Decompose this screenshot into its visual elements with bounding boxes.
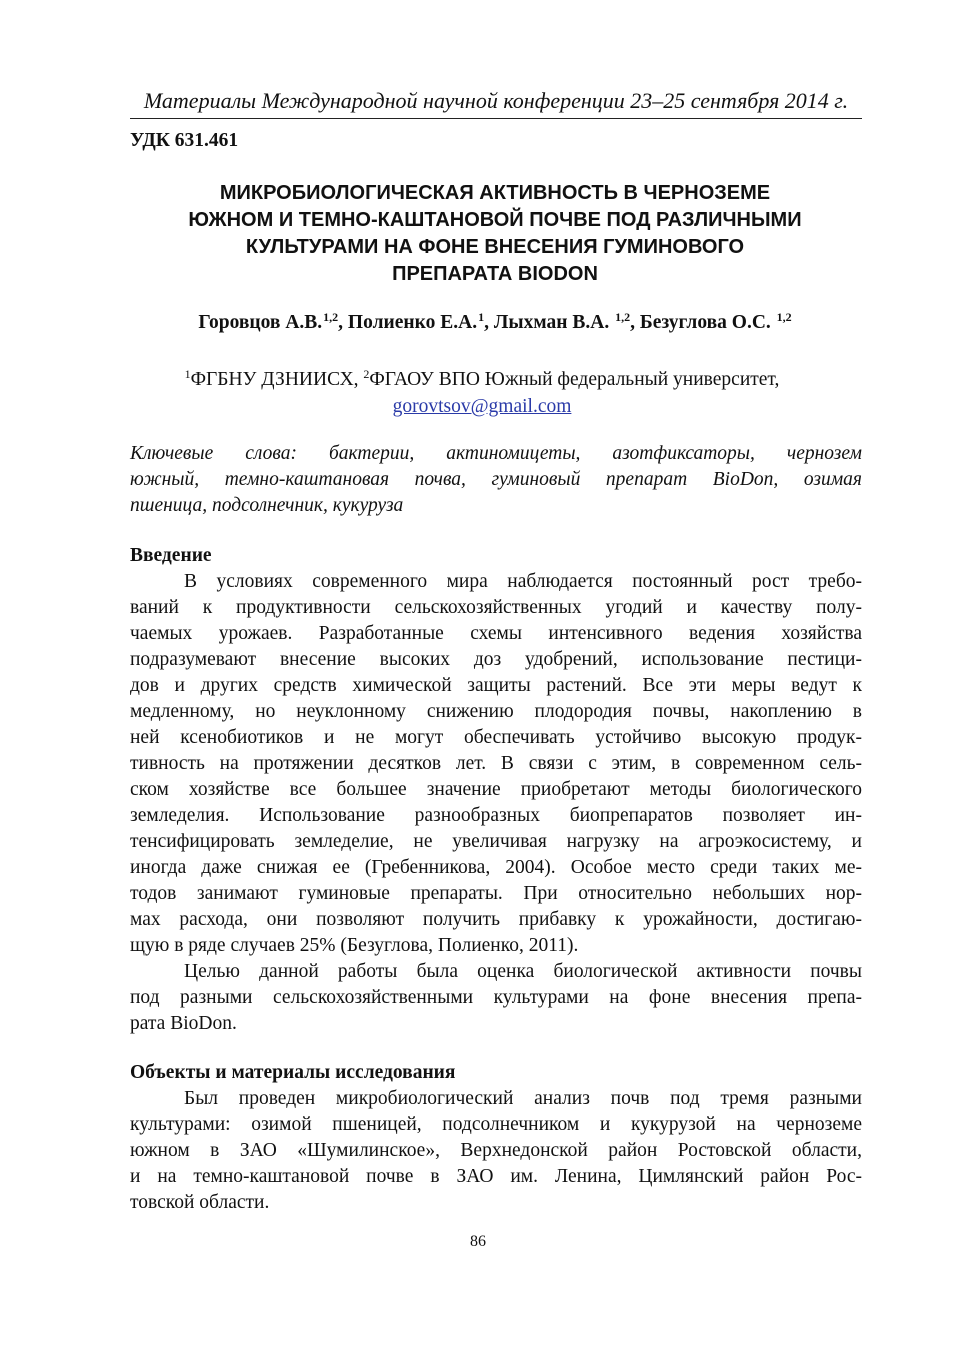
author-affiliation-marker: 1,2: [776, 310, 792, 324]
author-name: Полиенко Е.А.: [347, 312, 478, 333]
affiliation-sup-1: 1: [184, 367, 191, 381]
page-number: 86: [470, 1233, 486, 1250]
title-line: ЮЖНОМ И ТЕМНО-КАШТАНОВОЙ ПОЧВЕ ПОД РАЗЛИЧНЫМИ: [188, 209, 802, 231]
paragraph-line: тивность на протяжении десятков лет. В связи с этим, в современном сель-: [130, 753, 862, 774]
paragraph-line: Был проведен микробиологический анализ почв под тремя разными: [184, 1088, 862, 1109]
title-line: МИКРОБИОЛОГИЧЕСКАЯ АКТИВНОСТЬ В ЧЕРНОЗЕМЕ: [219, 182, 771, 204]
paragraph-line: чаемых урожаев. Разработанные схемы интенсивного ведения хозяйства: [130, 623, 862, 644]
paragraph-line: культурами: озимой пшеницей, подсолнечником и кукурузой на черноземе: [130, 1114, 862, 1135]
paragraph-line: ваний к продуктивности сельскохозяйственных угодий и качеству полу-: [130, 597, 862, 618]
paragraph-line: тенсифицировать земледелие, не увеличивая нагрузку на агроэкосистему, и: [130, 831, 862, 852]
paragraph-line: иногда даже снижая ее (Гребенникова, 2004). Особое место среди таких ме-: [130, 857, 862, 878]
paragraph-line: ском хозяйстве все большее значение приобретают методы биологического: [130, 779, 862, 800]
author-name: Горовцов А.В.: [198, 312, 323, 333]
paragraph-line: южном в ЗАО «Шумилинское», Верхнедонской район Ростовской области,: [130, 1140, 862, 1161]
paragraph-line: мах расхода, они позволяют получить прибавку к урожайности, достигаю-: [130, 909, 862, 930]
affiliation-org-1: ФГБНУ ДЗНИИСХ,: [190, 369, 364, 390]
paragraph-line: и на темно-каштановой почве в ЗАО им. Ленина, Цимлянский район Рос-: [130, 1166, 862, 1187]
running-header: Материалы Международной научной конференции 23–25 сентября 2014 г.: [130, 88, 862, 119]
intro-paragraph-2: [130, 959, 862, 1037]
paragraph-line: под разными сельскохозяйственными культурами на фоне внесения препа-: [130, 987, 862, 1008]
paragraph-line: земледелия. Использование разнообразных биопрепаратов позволяет ин-: [130, 805, 862, 826]
author-name: Лыхман В.А.: [493, 312, 615, 333]
paragraph-line: подразумевают внесение высоких доз удобрений, использование пестици-: [130, 649, 862, 670]
paragraph-line: тодов занимают гуминовые препараты. При относительно небольших нор-: [130, 883, 862, 904]
intro-paragraph-1: [130, 569, 862, 959]
title-line: ПРЕПАРАТА BIODON: [392, 263, 598, 285]
author-affiliation-marker: 1: [478, 310, 485, 324]
paragraph-line: Целью данной работы была оценка биологической активности почвы: [184, 961, 862, 982]
keywords-line: южный, темно-каштановая почва, гуминовый препарат BioDon, озимая: [130, 469, 862, 490]
paragraph-line: медленному, но неуклонному снижению плодородия почвы, накоплению в: [130, 701, 862, 722]
paragraph-line: В условиях современного мира наблюдается постоянный рост требо-: [184, 571, 862, 592]
paper-title: [110, 180, 880, 288]
author-list: Горовцов А.В.$^{1,2}$, Полиенко Е.А.$^1$, Лыхман В.А. $^{1,2}$, Безуглова О.С. $^{1,2}$: [198, 310, 792, 333]
intro-heading: Введение: [130, 545, 212, 566]
paragraph-line: рата BioDon.: [130, 1013, 237, 1034]
author-name: Безуглова О.С.: [639, 312, 776, 333]
methods-paragraph-1: [130, 1086, 862, 1216]
email-link[interactable]: gorovtsov@gmail.com: [392, 396, 572, 417]
affiliation: [110, 361, 854, 420]
affiliation-org-2: ФГАОУ ВПО Южный федеральный университет,: [369, 369, 780, 390]
title-line: КУЛЬТУРАМИ НА ФОНЕ ВНЕСЕНИЯ ГУМИНОВОГО: [245, 236, 745, 258]
keywords: [130, 441, 862, 519]
keywords-line: Ключевые слова: бактерии, актиномицеты, азотфиксаторы, чернозем: [130, 443, 862, 464]
paragraph-line: ней ксенобиотиков и не могут обеспечивать устойчиво высокую продук-: [130, 727, 862, 748]
paragraph-line: товской области.: [130, 1192, 270, 1213]
author-affiliation-marker: 1,2: [615, 310, 631, 324]
methods-heading: Объекты и материалы исследования: [130, 1062, 456, 1083]
author-affiliation-marker: 1,2: [323, 310, 339, 324]
keywords-line: пшеница, подсолнечник, кукуруза: [130, 495, 404, 516]
affiliation-sup-2: 2: [363, 367, 370, 381]
udk-code: УДК 631.461: [130, 130, 239, 151]
paragraph-line: щую в ряде случаев 25% (Безуглова, Полиенко, 2011).: [130, 935, 579, 956]
paragraph-line: дов и других средств химической защиты растений. Все эти меры ведут к: [130, 675, 862, 696]
